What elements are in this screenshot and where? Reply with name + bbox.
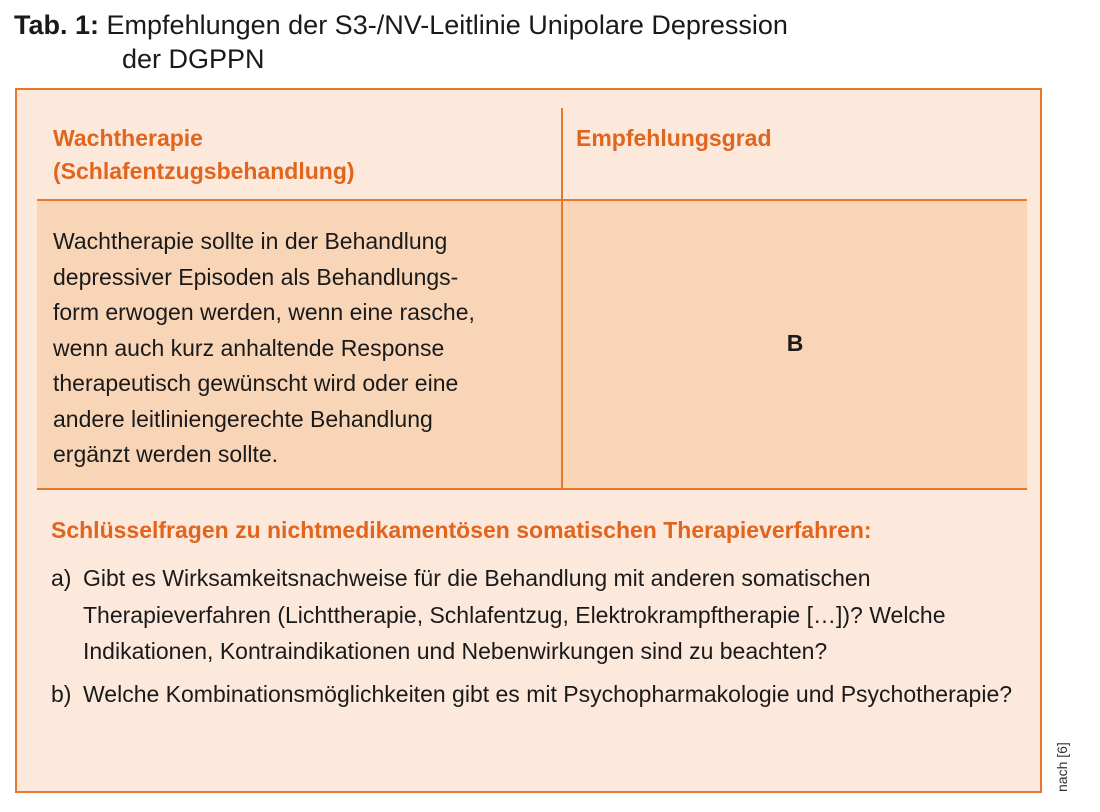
header-therapy-line1: Wachtherapie bbox=[53, 125, 203, 151]
recommendation-line: depressiver Episoden als Behandlungs- bbox=[53, 263, 459, 290]
caption-label: Tab. 1: bbox=[14, 10, 100, 40]
header-grade: Empfehlungsgrad bbox=[576, 125, 772, 151]
list-item-text: Gibt es Wirksamkeitsnachweise für die Behandlung mit anderen somatischen Therapieverfahren (Lichttherapie, Schlafentzug, Elektrokrampftherapie […])? Welche Indikationen, Kontraindikationen und Nebenwirkungen sind zu beachten? bbox=[83, 565, 946, 664]
caption-text: Empfehlungen der S3-/NV-Leitlinie Unipolare Depression bbox=[106, 10, 788, 40]
key-questions-list bbox=[51, 560, 1031, 712]
list-item-text: Welche Kombinationsmöglichkeiten gibt es mit Psychopharmakologie und Psychotherapie? bbox=[83, 680, 1013, 707]
recommendation-grade: B bbox=[786, 330, 804, 356]
recommendation-line: wenn auch kurz anhaltende Response bbox=[53, 334, 445, 361]
recommendation-text bbox=[53, 224, 553, 473]
source-note: nach [6] bbox=[1054, 742, 1070, 792]
header-divider bbox=[37, 199, 1027, 201]
header-therapy bbox=[37, 108, 561, 200]
recommendation-box bbox=[15, 88, 1042, 793]
list-item bbox=[51, 560, 1031, 670]
recommendation-line: form erwogen werden, wenn eine rasche, bbox=[53, 299, 475, 325]
recommendation-line: Wachtherapie sollte in der Behandlung bbox=[53, 228, 448, 254]
column-divider bbox=[561, 108, 563, 490]
header-therapy-line2: (Schlafentzugsbehandlung) bbox=[53, 158, 355, 184]
list-marker: a) bbox=[51, 565, 72, 591]
list-item bbox=[51, 676, 1031, 713]
recommendation-line: andere leitliniengerechte Behandlung bbox=[53, 405, 433, 432]
caption-text-line2: der DGPPN bbox=[122, 44, 265, 74]
list-marker: b) bbox=[51, 680, 72, 707]
key-questions-title: Schlüsselfragen zu nichtmedikamentösen somatischen Therapieverfahren: bbox=[51, 517, 872, 543]
recommendation-line: ergänzt werden sollte. bbox=[53, 441, 279, 467]
recommendation-line: therapeutisch gewünscht wird oder eine bbox=[53, 370, 459, 396]
recommendation-table bbox=[37, 108, 1027, 490]
table-caption bbox=[14, 8, 1014, 74]
table-bottom-divider bbox=[37, 488, 1027, 490]
